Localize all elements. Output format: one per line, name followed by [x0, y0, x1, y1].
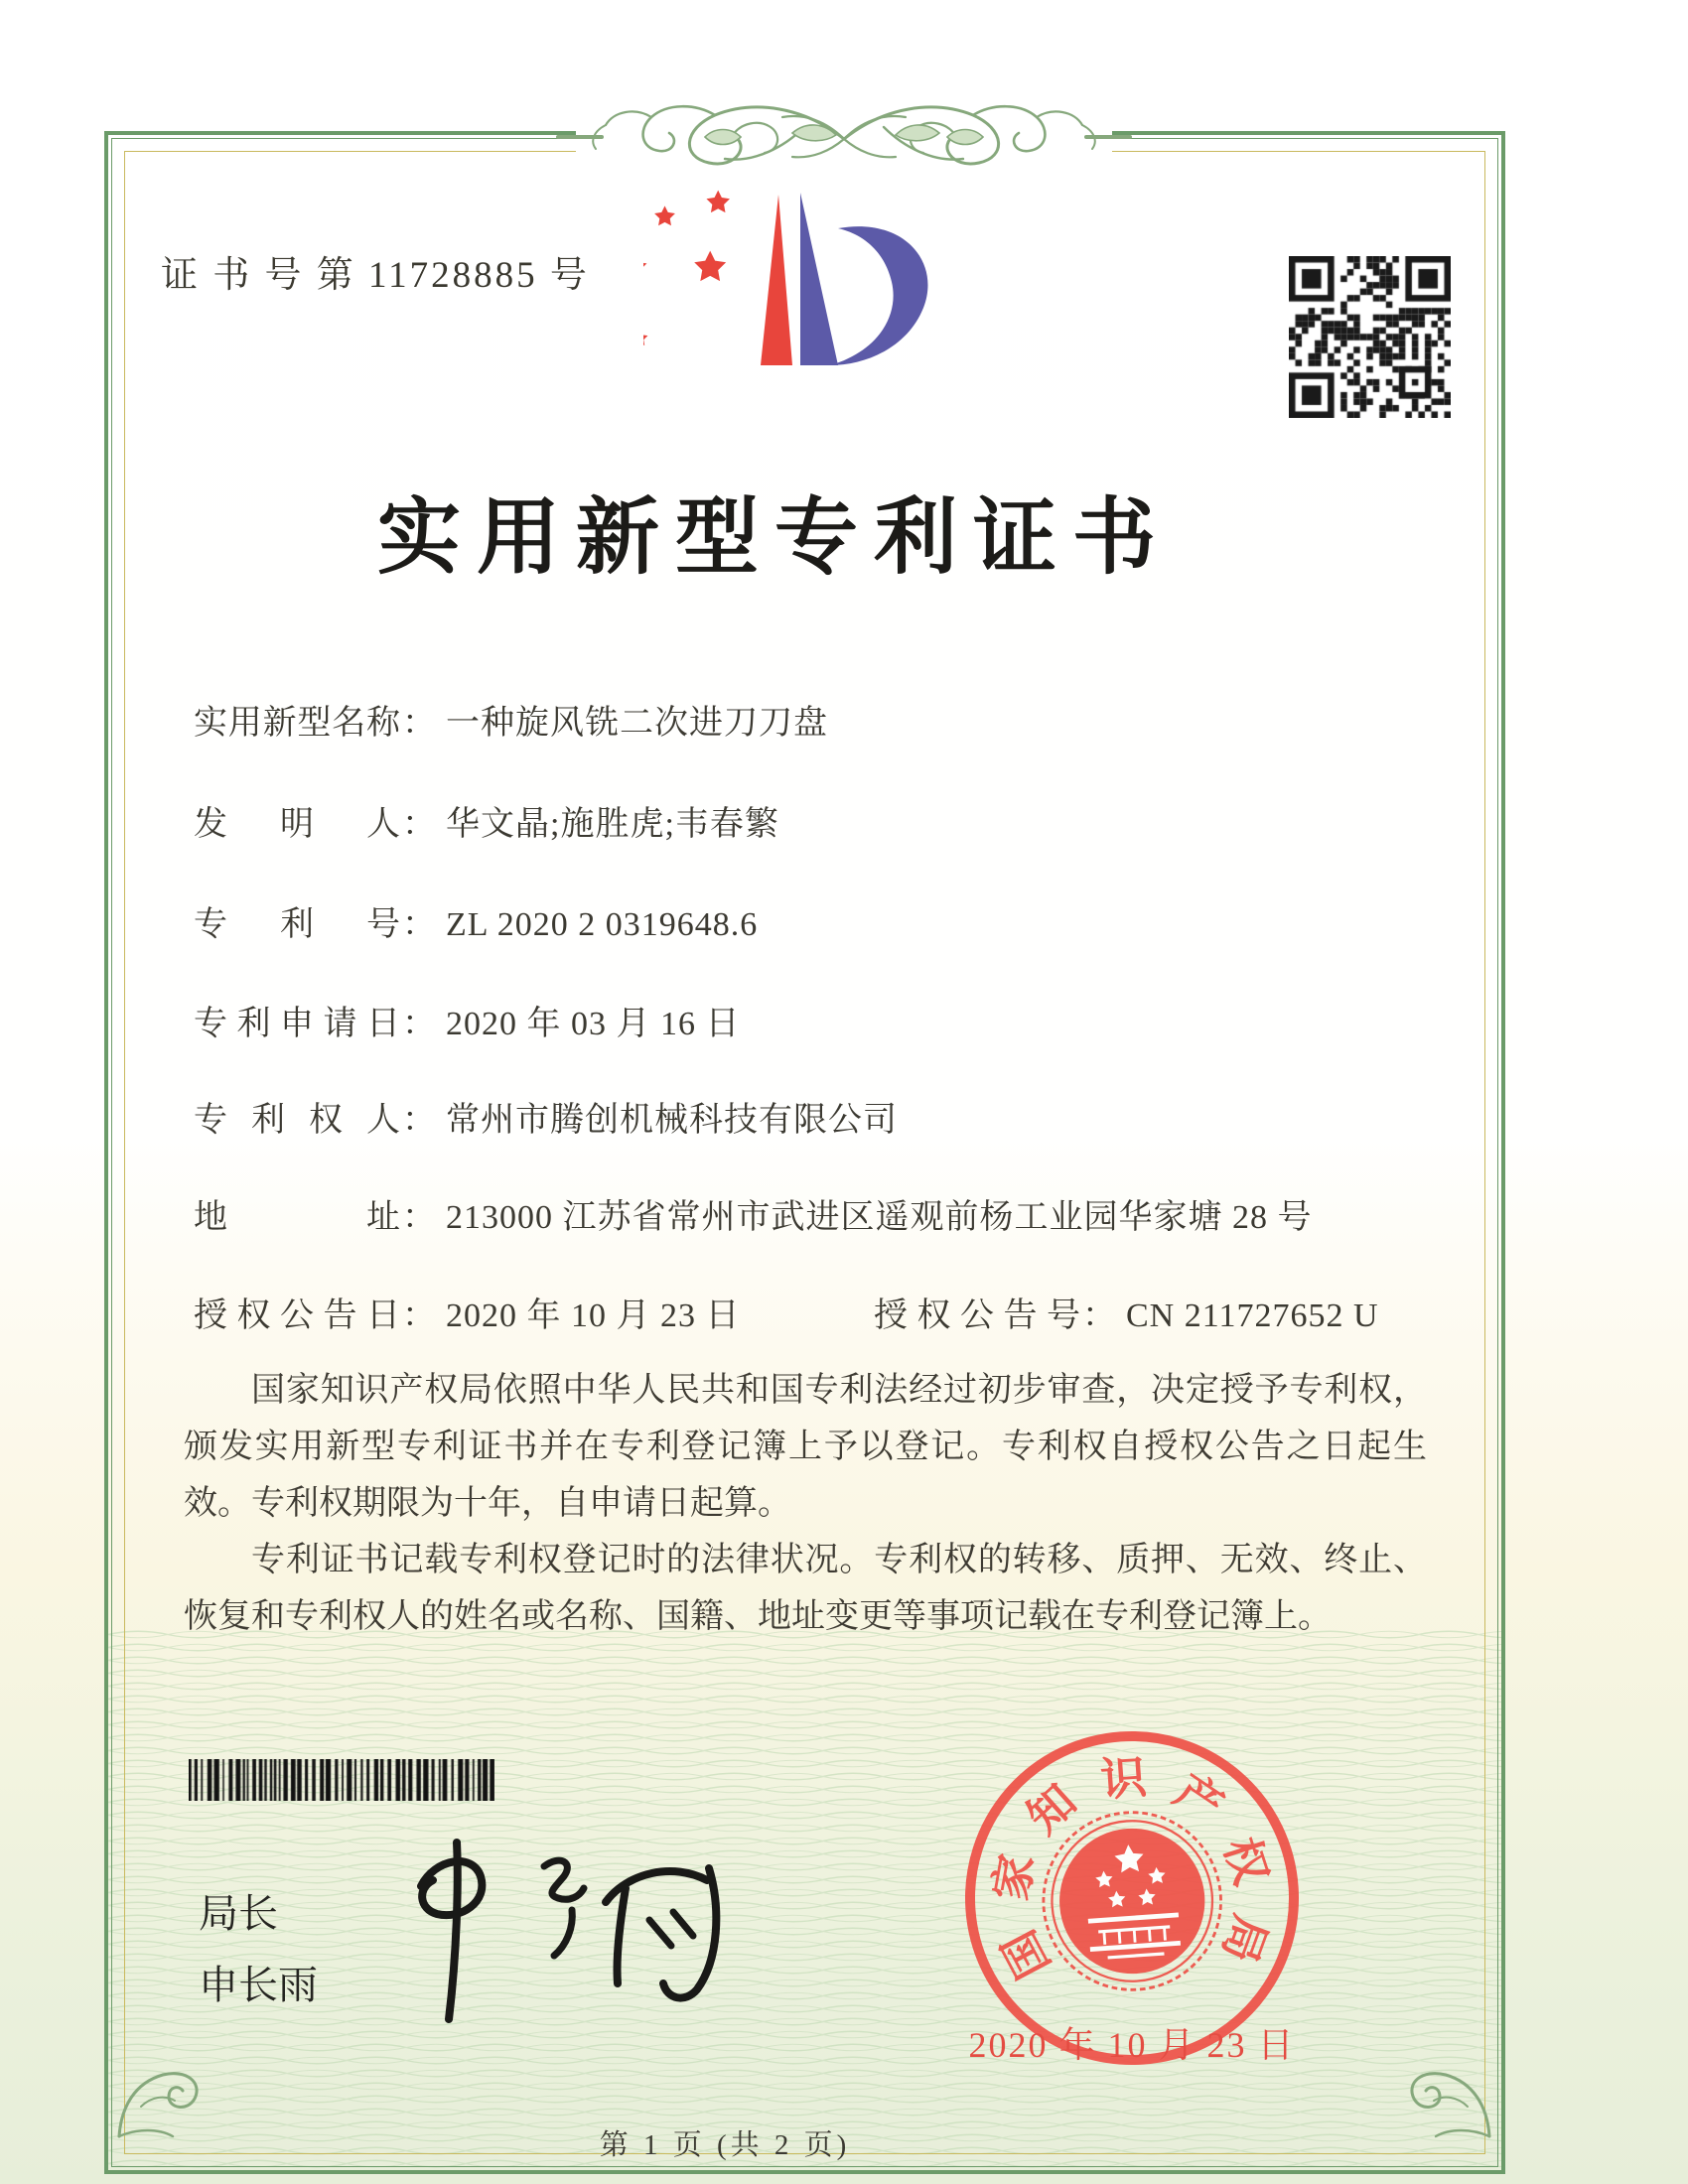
cnipa-logo	[643, 177, 953, 375]
certificate-title: 实用新型专利证书	[376, 492, 1172, 585]
field-colon: ：	[1082, 1297, 1116, 1334]
seal-arc-char: 国	[993, 1922, 1059, 1986]
field-row-patent-number	[194, 896, 758, 945]
field-label: 专利权人	[194, 1102, 400, 1139]
field-label: 授权公告号	[874, 1297, 1080, 1334]
field-row-application-date	[194, 996, 741, 1044]
legal-paragraph-2: 专利证书记载专利权登记时的法律状况。专利权的转移、质押、无效、终止、恢复和专利权人的姓名或名称、国籍、地址变更等事项记载在专利登记簿上。	[184, 1542, 1427, 1635]
certificate-number: 证 书 号 第 11728885 号	[161, 255, 590, 296]
legal-text-block	[184, 1362, 1427, 1645]
field-value: 华文晶;施胜虎;韦春繁	[446, 806, 779, 843]
field-label: 地址	[194, 1199, 400, 1236]
field-value: 2020 年 10 月 23 日	[446, 1297, 741, 1334]
field-row-patentee	[194, 1092, 898, 1141]
field-colon: ：	[402, 906, 436, 943]
field-label: 发明人	[194, 806, 400, 843]
barcode	[189, 1759, 494, 1801]
field-value: 213000 江苏省常州市武进区遥观前杨工业园华家塘 28 号	[446, 1199, 1313, 1236]
seal-arc-char: 家	[985, 1849, 1044, 1905]
seal-date: 2020 年 10 月 23 日	[968, 2025, 1296, 2065]
director-block	[199, 1878, 318, 2021]
legal-paragraph-1: 国家知识产权局依照中华人民共和国专利法经过初步审查，决定授予专利权，颁发实用新型专利证书并在专利登记簿上予以登记。专利权自授权公告之日起生效。专利权期限为十年，自申请日起算。	[184, 1372, 1427, 1522]
corner-scroll-ornament	[1388, 2037, 1497, 2146]
field-row-utility-model-name	[194, 695, 828, 744]
director-title: 局长	[199, 1892, 278, 1936]
field-row-inventors	[194, 796, 779, 845]
field-colon: ：	[402, 1297, 436, 1334]
field-value: ZL 2020 2 0319648.6	[446, 906, 759, 943]
field-colon: ：	[402, 1199, 436, 1236]
field-value: 常州市腾创机械科技有限公司	[446, 1102, 898, 1139]
director-name: 申长雨	[199, 1964, 318, 2007]
field-row-grant-number	[874, 1288, 1379, 1336]
handwritten-signature	[369, 1825, 747, 2043]
field-value: 一种旋风铣二次进刀刀盘	[446, 705, 828, 742]
seal-arc-char: 局	[1212, 1908, 1277, 1970]
field-label: 实用新型名称	[194, 705, 400, 742]
qr-code	[1289, 256, 1451, 418]
field-label: 专利申请日	[194, 1006, 400, 1042]
seal-arc-char: 产	[1166, 1765, 1232, 1834]
field-colon: ：	[402, 705, 436, 742]
seal-arc-char: 权	[1214, 1832, 1277, 1891]
field-row-grant-date	[194, 1288, 741, 1336]
page-number-footer: 第 1 页 (共 2 页)	[599, 2129, 851, 2161]
field-label: 专利号	[194, 906, 400, 943]
field-colon: ：	[402, 1006, 436, 1042]
seal-arc-char: 识	[1098, 1751, 1149, 1806]
field-row-address	[194, 1189, 1313, 1238]
field-label: 授权公告日	[194, 1297, 400, 1334]
field-value: 2020 年 03 月 16 日	[446, 1006, 741, 1042]
field-colon: ：	[402, 1102, 436, 1139]
field-value: CN 211727652 U	[1126, 1297, 1379, 1334]
national-emblem-icon	[1032, 1801, 1233, 2002]
field-colon: ：	[402, 806, 436, 843]
seal-arc-char: 知	[1018, 1775, 1086, 1843]
